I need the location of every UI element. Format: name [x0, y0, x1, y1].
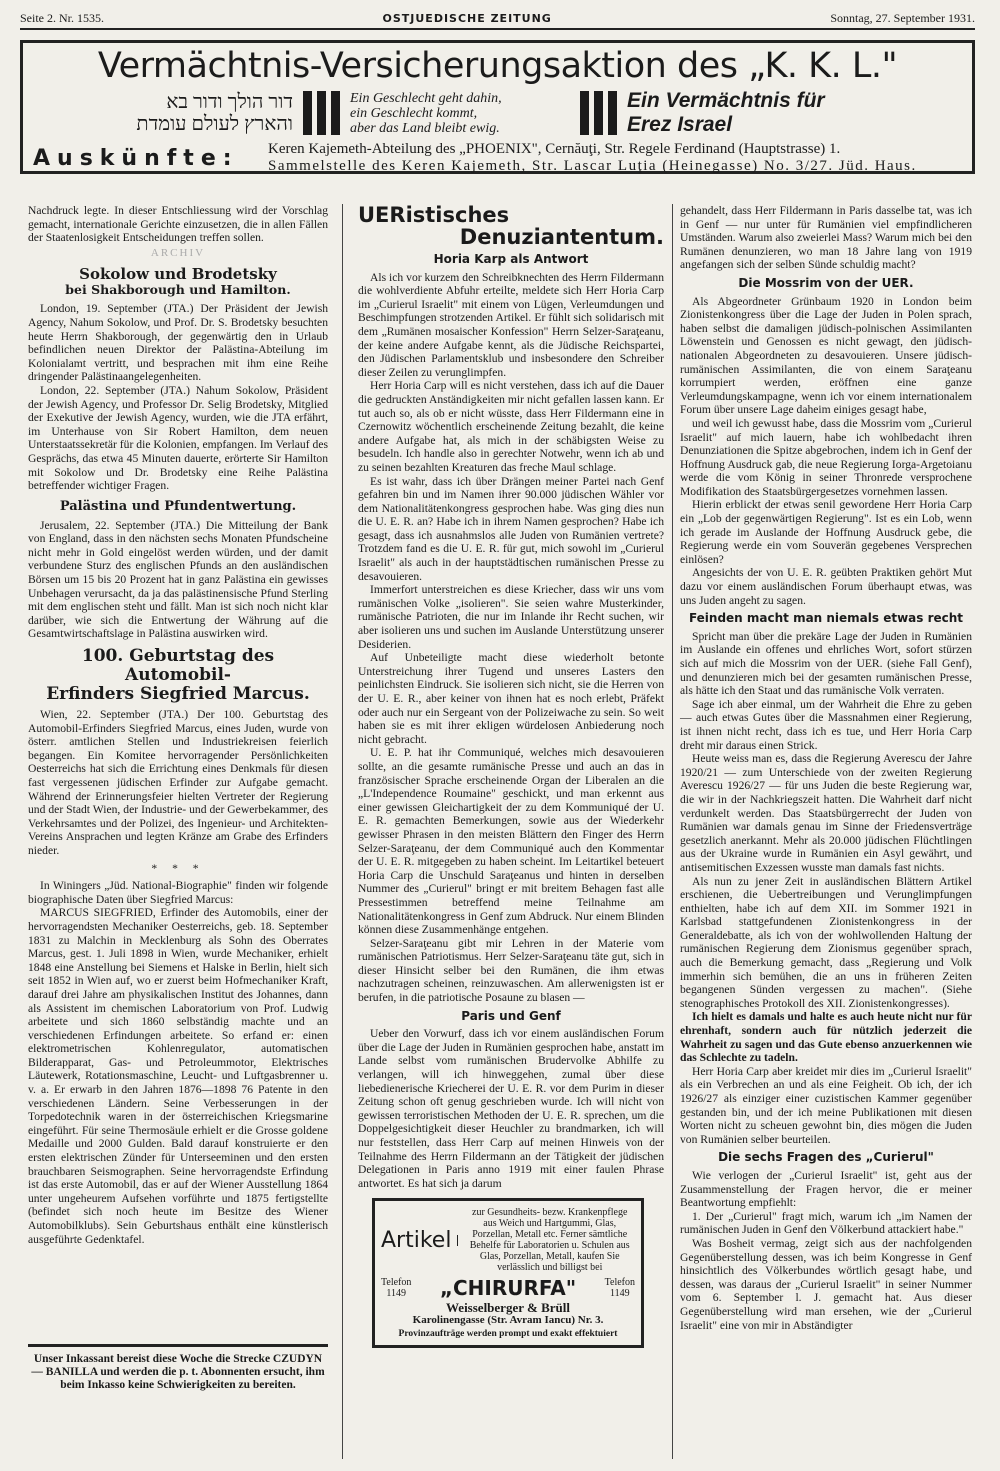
german-line-2: ein Geschlecht kommt, — [350, 105, 478, 121]
col3-paragraph-9: Als nun zu jener Zeit in ausländischen Blättern Artikel erschienen, die Uebertreibungen und Verunglimpfungen enthielten, habe ich auf dem XII. im Sommer 1921 in Karlsbad stattgefundenen Zionistenkongress in der Generaldebatte, als ich von der wohlwollenden Haltung der rumänischen Regierung dem Zionismus gegenüber sprach, auch die Bemerkung gemacht, dass „Regierung und Volk immerhin sich bemühen, die an uns in früheren Zeiten begangenen Sünden vergessen zu machen". (Siehe stenographisches Protokoll des XII. Zionistenkongresses). — [680, 874, 972, 1010]
hebrew-verse — [33, 91, 293, 135]
headline-sokolow: Sokolow und Brodetsky bei Shakborough und Hamilton. — [65, 265, 291, 298]
ad-slogan-row — [33, 89, 962, 137]
german-verse — [350, 91, 570, 136]
decorative-bars-right — [580, 91, 617, 135]
uer-paragraph-5: Auf Unbeteiligte macht diese wiederholt betonte Unterstreichung ihrer Tugend und unseres Lasters den peinlichsten Eindruck. Sie isolieren sich nicht, sie die Herren von der U. E. R., aber keiner von ihnen hat es noch erlebt, Präfekt oder auch nur ein Sergeant von der Polizeiwache zu sein. So weit haben sie es mit ihrer ekligen würdelosen Anbiederung noch nicht gebracht. — [358, 651, 664, 746]
col3-paragraph-10: Ich hielt es damals und halte es auch heute nicht nur für ehrenhaft, sondern auch für nützlich jederzeit die Wahrheit zu sagen und das Gute ebenso anzuerkennen wie das Schlechte zu tadeln. — [680, 1010, 972, 1065]
col3-paragraph-7: Sage ich aber einmal, um der Wahrheit die Ehre zu geben — auch etwas Gutes über die Massnahmen einer Regierung, ist ihnen nicht recht, dass ich es tue, und Herr Horia Carp dreht mir daraus einen Strick. — [680, 697, 972, 752]
uer-paragraph-4: Immerfort unterstreichen es diese Kriecher, dass wir uns vom rumänischen Volke „isolieren". Sie seien wahre Musterkinder, rumänische Patrioten, die nur im Inlande ihr Recht suchen, wir aber isolieren uns und suchen im Auslande Unterstützung unserer Desiderien. — [358, 583, 664, 651]
uer-paragraph-2: Herr Horia Carp will es nicht verstehen, dass ich auf die Dauer die gedruckten Anständigkeiten mir nicht gefallen lassen kann. Er tut auch so, als ob er nicht wüsste, dass Herr Fildermann eine in Czernowitz wöchentlich erscheinende Zeitung bezahlt, die keine andere Aufgabe hat, als mich in der schäbigsten Weise zu besudeln. Ich handle also in gerechter Notwehr, wenn ich ab und zu seinen bezahlten Kreaturen das freche Maul schlage. — [358, 379, 664, 474]
telefon-right: Telefon 1149 — [604, 1277, 635, 1300]
col3-paragraph-6: Spricht man über die prekäre Lage der Juden in Rumänien im Auslande ein offenes und ehrliches Wort, sofort stürzen sich auf mich die Mossrim von der UER. (siehe Fall Genf), und denunzieren mich bei der gesamten rumänischen Presse, als hätte ich den Staat und das rumänische Volk verraten. — [680, 629, 972, 698]
article-columns — [20, 204, 975, 1459]
ad-contact — [33, 141, 962, 175]
uer-paragraph-1: Als ich vor kurzem den Schreibknechten des Herrn Fildermann die wohlverdiente Abfuhr erteilte, meldete sich Herr Horia Carp im „Curierul Israelit" mit einem von Lügen, Verleumdungen und Beschimpfungen strotzenden Artikel. Er fühlt sich solidarisch mit dem „Rumänen mosaischer Konfession" Herrn Selzer-Saraţeanu, der keine andere Aufgabe kennt, als die Jüdische Reichspartei, den Jüdischen Parlamentsklub und insbesondere den Schreiber dieser Zeilen zu verunglimpfen. — [358, 270, 664, 379]
ad-company-name: „CHIRURFA" — [439, 1275, 577, 1300]
headline-uer-2: Denuziantentum. — [459, 225, 664, 249]
subheadline-carp: Horia Karp als Antwort — [433, 252, 589, 266]
ad-title: Vermächtnis-Versicherungsaktion des „K. K. L." — [97, 46, 898, 86]
col3-paragraph-11: Herr Horia Carp aber kreidet mir dies im „Curierul Israelit" als ein Verbrechen an und als eine Feigheit. Ob ich, der ich 1926/27 als einziger einer cuzistischen Kammer gegenüber gestanden bin, und der ich meine Publikationen mit diesen Worten nicht zu scheuen gewohnt bin, dies mögen die Juden von Rumänien selber beurteilen. — [680, 1064, 972, 1146]
column-divider-2 — [672, 204, 673, 1459]
col3-paragraph-13: 1. Der „Curierul" fragt mich, warum ich „im Namen der rumänischen Juden in Genf den Völkerbund attackiert habe." — [680, 1209, 972, 1237]
hebrew-line-1: דור הולך ודור בא — [166, 91, 293, 113]
running-header — [20, 8, 975, 28]
column-3 — [680, 204, 972, 1332]
subheadline-feinden: Feinden macht man niemals etwas recht — [688, 611, 964, 626]
ad-address: Karolinengasse (Str. Avram Iancu) Nr. 3. — [412, 1314, 604, 1327]
column-2 — [358, 204, 664, 1340]
marcus-paragraph-2: In Winingers „Jüd. National-Biographie" finden wir folgende biographische Daten über Siegfried Marcus: — [28, 879, 328, 906]
newspaper-page — [20, 8, 975, 1463]
sokolow-paragraph-1: London, 19. September (JTA.) Der Präsident der Jewish Agency, Nahum Sokolow, und Prof. Dr. S. Brodetsky besuchten heute Herrn Shakborough, der gegenwärtig den in Urlaub befindlichen neuen Direktor der Palästina-Abteilung im Kolonialamt vertritt, und besprachen mit ihm eine Reihe dringender Palästinaangelegenheiten. — [28, 302, 328, 384]
subheadline-fragen: Die sechs Fragen des „Curierul" — [718, 1150, 934, 1165]
issue-date: Sonntag, 27. September 1931. — [830, 10, 975, 25]
pfund-paragraph: Jerusalem, 22. September (JTA.) Die Mitteilung der Bank von England, dass in den nächsten sechs Monaten Pfundscheine nicht mehr in Gold eingelöst werden würden, und der damit verbundene Sturz des englischen Pfunds an den ausländischen Börsen um 15 bis 20 Prozent hat in ganz Palästina ein gewisses Unbehagen verursacht, da ja das palästinensische Pfund Sterling mit dem englischen steht und fällt. Man ist sich noch nicht klar darüber, wie sich die Entwertung der Währung auf die Gesamtwirtschaftslage in Palästina auswirken wird. — [28, 518, 328, 641]
uer-paragraph-7: Selzer-Saraţeanu gibt mir Lehren in der Materie vom rumänischen Patriotismus. Herr Selzer-Saraţeanu täte gut, sich in dieser Hinsicht selber bei den Rumänen, die ihm etwas nachzutragen scheinen, reinzuwaschen. Am allerwenigsten ist er berufen, in die patriotische Posaune zu blasen — — [358, 936, 664, 1005]
ad-footer: Provinzaufträge werden prompt und exakt effektuiert — [398, 1329, 618, 1340]
archive-stamp: ARCHIV — [150, 246, 206, 259]
ad-owners: Weisselberger & Brüll — [446, 1300, 570, 1316]
auskunfte-label: Auskünfte: — [33, 145, 239, 171]
col3-paragraph-5: Angesichts der von U. E. R. geübten Praktiken gehört Mut dazu vor einem ausländischen Forum überhaupt etwas, was uns Juden angeht zu sagen. — [680, 566, 972, 607]
contact-lines — [268, 141, 917, 175]
marcus-biography: MARCUS SIEGFRIED, Erfinder des Automobils, einer der hervorragendsten Mechaniker Oesterreichs, geb. 18. September 1831 zu Malchin in Mecklenburg als Sohn des Oberrates Marcus, gest. 1. Juli 1898 in Wien, wurde Mechaniker, erhielt 1848 eine Anstellung bei Siemens et Halske in Berlin, hielt sich seit 1852 in Wien auf, wo er zuerst beim Hofmechaniker Kraft, darauf drei Jahre am physikalischen Institut des Johannes, dann als Assistent im chemischen Laboratorium von Prof. Ludwig arbeitete und sich 1860 selbständig machte und an verschiedenen Erfindungen arbeitete. So erfand er: einen elektrometrischen Kohlenregulator, automatischen Bilderapparat, Gas- und Petroleummotor, Elektrisches Läutewerk, Rotationsmaschine, Leucht- und Luftgasbrenner u. v. a. Er erwarb in den Jahren 1876—1898 76 Patente in den verschiedenen Ländern. Seine Verbesserungen in der Torpedotechnik waren in der österreichischen Kriegsmarine eingeführt. Für seine Thermosäule erhielt er die Grosse goldene Medaille und 2000 Gulden. Bald darauf konstruierte er den ersten elektrischen Zünder für Unterseeminen und den ersten brauchbaren Seismographen. Seine hervorragendste Erfindung ist das erste Automobil, das er auf der Wiener Ausstellung 1864 unter ungeheurem Aufsehen vorführte und 1875 fertigstellte (befindet sich noch heute im Besitze des Wiener Automobilklubs). Sein Geburtshaus enthält eine künstlerisch ausgeführte Gedenktafel. — [28, 906, 328, 1246]
hebrew-line-2: והארץ לעולם עומדת — [136, 113, 293, 135]
contact-line-1: Keren Kajemeth-Abteilung des „PHOENIX", Cernăuţi, Str. Regele Ferdinand (Hauptstrasse) 1. — [268, 141, 841, 157]
col3-paragraph-14: Was Bosheit vermag, zeigt sich aus der nachfolgenden Gegenüberstellung dessen, was ich beim Kongresse in Genf hinsichtlich des Völkerbundes wörtlich gesagt habe, und dessen, was daraus der „Curierul Israelit" in seiner Nummer vom 6. September l. J. gemacht hat. Aus dieser Gegenüberstellung wird man ersehen, wie der „Curierul Israelit" eine von mir in Abständigter — [680, 1236, 972, 1332]
uer-paragraph-3: Es ist wahr, dass ich über Drängen meiner Partei nach Genf gefahren bin und im Namen ihrer 90.000 jüdischen Wähler vor dem Nationalitätenkongress gesprochen habe. Was ging dies nun die U. E. R. an? Habe ich in ihrem Namen gesprochen? Habe ich gesagt, dass ich ausnahmslos alle Juden von Rumänien vertrete? Trotzdem fand es die U. E. R. für gut, mich sowohl im „Curierul Israelit" als auch in der hauptstädtischen rumänischen Presse zu desavouieren. — [358, 474, 664, 583]
col3-paragraph-2: Als Abgeordneter Grünbaum 1920 in London beim Zionistenkongress über die Lage der Juden in Polen sprach, haben selbst die damaligen jüdisch-polnischen Assimilanten Löwenstein und Genossen es nicht gewagt, den jüdisch-nationalen Abgeordneten zu desavouieren. Unsere jüdisch-rumänischen Assimilanten, die von einem Saraţeanu korrumpiert werden, eröffnen eine ganze Verleumdungskampagne, wenn ich vor einem internationalem Forum über unsere Lage daheim einiges gesagt habe, — [680, 294, 972, 417]
kkl-advertisement — [20, 40, 975, 174]
collector-notice: Unser Inkassant bereist diese Woche die Strecke CZUDYN — BANILLA und werden die p. t. Abonnenten ersucht, ihm beim Inkasso keine Schwierigkeiten zu bereiten. — [28, 1344, 328, 1392]
col3-paragraph-8: Heute weiss man es, dass die Regierung Averescu der Jahre 1920/21 — zum Unterschiede von der zweiten Regierung Averescu 1926/27 — für uns Juden die beste Regierung war, die wir in der Nachkriegszeit hatten. Die Wahrheit darf nicht verdunkelt werden. Das Staatsbürgerrecht der Juden von Rumänien war damals genau im Sinne der Friedensverträge gesetzlich anerkannt. Mehr als 20.000 jüdischen Flüchtlingen aus der Ukraine wurde in Rumänien ein Asyl gewährt, und antisemitischen Exzessen wusste man damals fast nichts. — [680, 752, 972, 874]
column-1 — [28, 204, 328, 1246]
masthead-title: OSTJUEDISCHE ZEITUNG — [382, 11, 552, 25]
headline-uer-1: UERistisches — [358, 203, 510, 227]
headline-marcus: 100. Geburtstag des Automobil- Erfinders Siegfried Marcus. — [46, 646, 310, 705]
page-number: Seite 2. Nr. 1535. — [20, 10, 104, 25]
sokolow-paragraph-2: London, 22. September (JTA.) Nahum Sokolow, Präsident der Jewish Agency, und Professor Dr. Selig Brodetsky, Mitglied der Exekutive der Jewish Agency, wurden, wie die JTA erfährt, im Unterhause von Sir Robert Hamilton, dem neuen Unterstaatssekretär für die Kolonien, empfangen. Im Verlauf des Gesprächs, das etwa 45 Minuten dauerte, erörterte Sir Hamilton mit Sokolow und Dr. Brodetsky eine Reihe Palästina betreffender wichtiger Fragen. — [28, 383, 328, 493]
header-rule — [20, 28, 975, 30]
uer-paragraph-6: U. E. P. hat ihr Communiqué, welches mich desavouieren sollte, an die gesamte rumänische Presse und auch an das in französischer Sprache erscheinende Organ der Liberalen an die „L'Independence Roumaine" geschickt, und man erkennt aus einer gewissen Gleichartigkeit der zu dem Kommuniqué der U. E. R. gemachten Bemerkungen, sowie aus der Wiederkehr gewisser Phrasen in den meisten Blättern den Finger des Herrn Selzer-Saraţeanu, der dem Communiqué auch den Kommentar der U. E. R. mitgegeben zu haben scheint. Im Leitartikel beteuert Horia Carp die Unschuld Saraţeanus und hinten in derselben Nummer des „Curierul" bringt er mit breitem Behagen fast alle Pressestimmen betreffend meine Teilnahme am Nationalitätenkongress in Genf zum Abdruck. Nur einem Blinden können diese Zusammenhänge entgehen. — [358, 746, 664, 937]
ad-artikel-label: Artikel — [381, 1235, 458, 1246]
subheadline-mossrim: Die Mossrim von der UER. — [738, 275, 914, 290]
contact-line-2: Sammelstelle des Keren Kajemeth, Str. Lascar Luţia (Heinegasse) No. 3/27. Jüd. Haus. — [268, 158, 917, 174]
ad-artikel-row — [381, 1207, 635, 1273]
german-line-1: Ein Geschlecht geht dahin, — [350, 90, 502, 106]
chirurfa-advertisement — [372, 1198, 644, 1348]
ad-description: zur Gesundheits- bezw. Krankenpflege aus Weich und Hartgummi, Glas, Porzellan, Metall etc. Ferner sämtliche Behelfe für Laboratorien u. Schulen aus Glas, Porzellan, Metall, kaufen Sie verlässlich und billigst bei — [469, 1207, 630, 1274]
subheadline-paris-genf: Paris und Genf — [461, 1008, 561, 1023]
col3-paragraph-1: gehandelt, dass Herr Fildermann in Paris dasselbe tat, was ich in Genf — nur unter für Rumänien viel empfindlicheren Umständen. Warum also zweierlei Mass? Warum mich bei den Rumänen denunzieren, wo man 18 Jahre lang von 1919 angefangen sich der selben Sünde schuldig macht? — [680, 204, 972, 272]
column-divider-1 — [342, 204, 343, 1459]
ad-slogan — [627, 89, 825, 137]
col3-paragraph-3: und weil ich gewusst habe, dass die Mossrim vom „Curierul Israelit" auf mich lauern, habe ich wohlbedacht ihren Denunziationen die Spitze abgebrochen, indem ich in Genf der Hoffnung Ausdruck gab, die neue Regierung Iorga-Argetoianu werde die vom König in seiner Thronrede versprochene Modifikation des Staatsbürgergesetzes vornehmen lassen. — [680, 416, 972, 498]
slogan-line-1: Ein Vermächtnis für — [627, 89, 825, 112]
slogan-line-2: Erez Israel — [627, 113, 733, 136]
marcus-paragraph-1: Wien, 22. September (JTA.) Der 100. Geburtstag des Automobil-Erfinders Siegfried Marcus, eines Juden, wurde von österr. amtlichen Stellen und Industriekreisen feierlich begangen. Ein Komitee hervorragender Persönlichkeiten Oesterreichs hat sich die Errichtung eines Denkmals für diesen fast vergessenen jüdischen Erfinder zur Aufgabe gemacht. Während der Erinnerungsfeier hielten Vertreter der Regierung und der Stadt Wien, der Industrie- und der Gewerbekammer, des Verkehrsamtes und der Polizei, des Ingenieur- und Architekten-Vereins Ansprachen und legten Kränze am Grabe des Erfinders nieder. — [28, 708, 328, 857]
intro-paragraph: Nachdruck legte. In dieser Entschliessung wird der Vorschlag gemacht, internationale Gerichte einzusetzen, die in allen Fällen der Staatenlosigkeit Entscheidungen treffen sollen. — [28, 204, 328, 245]
col3-paragraph-12: Wie verlogen der „Curierul Israelit" ist, geht aus der Zusammenstellung der Fragen hervor, die er meiner Beantwortung empfiehlt: — [680, 1168, 972, 1210]
german-line-3: aber das Land bleibt ewig. — [350, 120, 500, 136]
col3-paragraph-4: Hierin erblickt der etwas senil gewordene Herr Horia Carp ein „Lob der gegenwärtigen Regierung". Ist es ein Lob, wenn ich gerade im Auslande der Hoffnung Ausdruck gebe, die Regierung werde ein vom Souverän gegebenes Versprechen einlösen? — [680, 498, 972, 566]
section-stars: * * * — [151, 861, 205, 875]
headline-pfund: Palästina und Pfundentwertung. — [59, 498, 297, 514]
uer-paragraph-8: Ueber den Vorwurf, dass ich vor einem ausländischen Forum über die Lage der Juden in Rumänien gesprochen habe, anstatt im Lande selbst vom rumänischen Brudervolke Abhilfe zu verlangen, will ich hinweggehen, zumal über diese liebedienerische Kriecherei der U. E. R. vor dem Purim in dieser Zeitung schon oft genug geschrieben wurde. Ich will nicht von gewissen terroristischen Methoden der U. E. R. sprechen, um die Doppelgesichtigkeit dieser Heuchler zu brandmarken, ich will nur feststellen, dass Herr Carp auf meinen Hinweis von der Teilnahme des Herrn Fildermann an der Tätigkeit der jüdischen Delegationen in Paris anno 1919 mit einer faulen Phrase antwortet. Es hat sich ja darum — [358, 1027, 664, 1190]
ad-name-row — [381, 1277, 635, 1299]
decorative-bars-left — [303, 91, 340, 135]
telefon-left: Telefon 1149 — [381, 1277, 412, 1300]
